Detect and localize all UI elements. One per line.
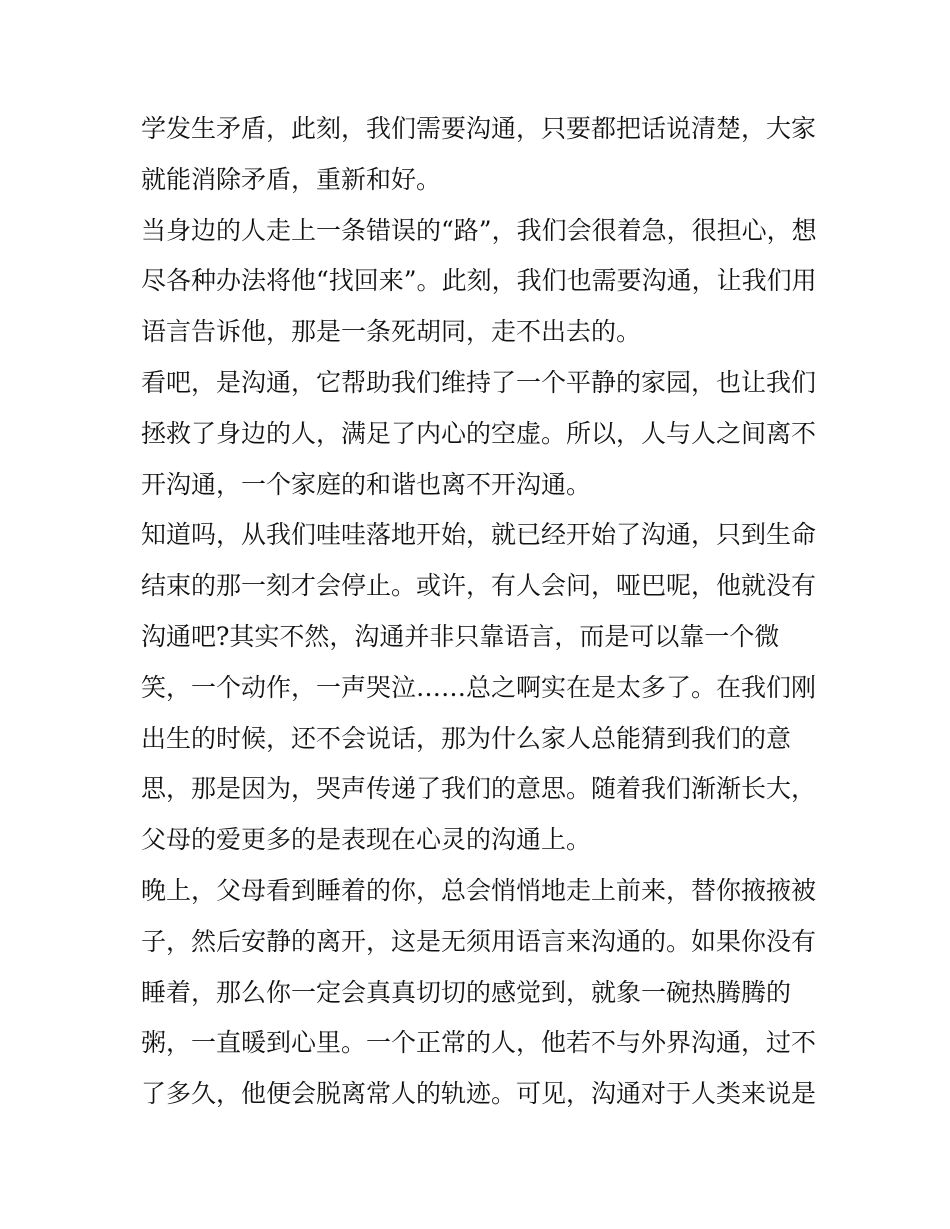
text-line: 了多久，他便会脱离常人的轨迹。可见，沟通对于人类来说是 (141, 1079, 817, 1109)
text-line: 结束的那一刻才会停止。或许，有人会问，哑巴呢，他就没有 (141, 571, 817, 601)
text-line: 睡着，那么你一定会真真切切的感觉到，就象一碗热腾腾的 (141, 977, 792, 1007)
text-line: 尽各种办法将他“找回来”。此刻，我们也需要沟通，让我们用 (141, 266, 817, 296)
text-line: 父母的爱更多的是表现在心灵的沟通上。 (141, 825, 592, 855)
body-text (141, 104, 821, 1120)
text-line: 知道吗，从我们哇哇落地开始，就已经开始了沟通，只到生命 (141, 520, 817, 550)
text-line: 出生的时候，还不会说话，那为什么家人总能猜到我们的意 (141, 723, 792, 753)
text-line: 当身边的人走上一条错误的“路”，我们会很着急，很担心，想 (141, 215, 817, 245)
text-line: 子，然后安静的离开，这是无须用语言来沟通的。如果你没有 (141, 926, 817, 956)
text-line: 笑，一个动作，一声哭泣……总之啊实在是太多了。在我们刚 (141, 672, 817, 702)
text-line: 学发生矛盾，此刻，我们需要沟通，只要都把话说清楚，大家 (141, 114, 817, 143)
text-line: 晚上，父母看到睡着的你，总会悄悄地走上前来，替你掖掖被 (141, 875, 817, 905)
text-line: 沟通吧?其实不然，沟通并非只靠语言，而是可以靠一个微 (141, 621, 780, 651)
text-line: 思，那是因为，哭声传递了我们的意思。随着我们渐渐长大， (141, 774, 817, 804)
text-line: 粥，一直暖到心里。一个正常的人，他若不与外界沟通，过不 (141, 1028, 817, 1058)
text-line: 语言告诉他，那是一条死胡同，走不出去的。 (141, 317, 642, 347)
text-line: 开沟通，一个家庭的和谐也离不开沟通。 (141, 469, 592, 499)
text-line: 就能消除矛盾，重新和好。 (141, 164, 442, 194)
text-line: 看吧，是沟通，它帮助我们维持了一个平静的家园，也让我们 (141, 367, 817, 397)
text-line: 拯救了身边的人，满足了内心的空虚。所以，人与人之间离不 (141, 418, 817, 448)
